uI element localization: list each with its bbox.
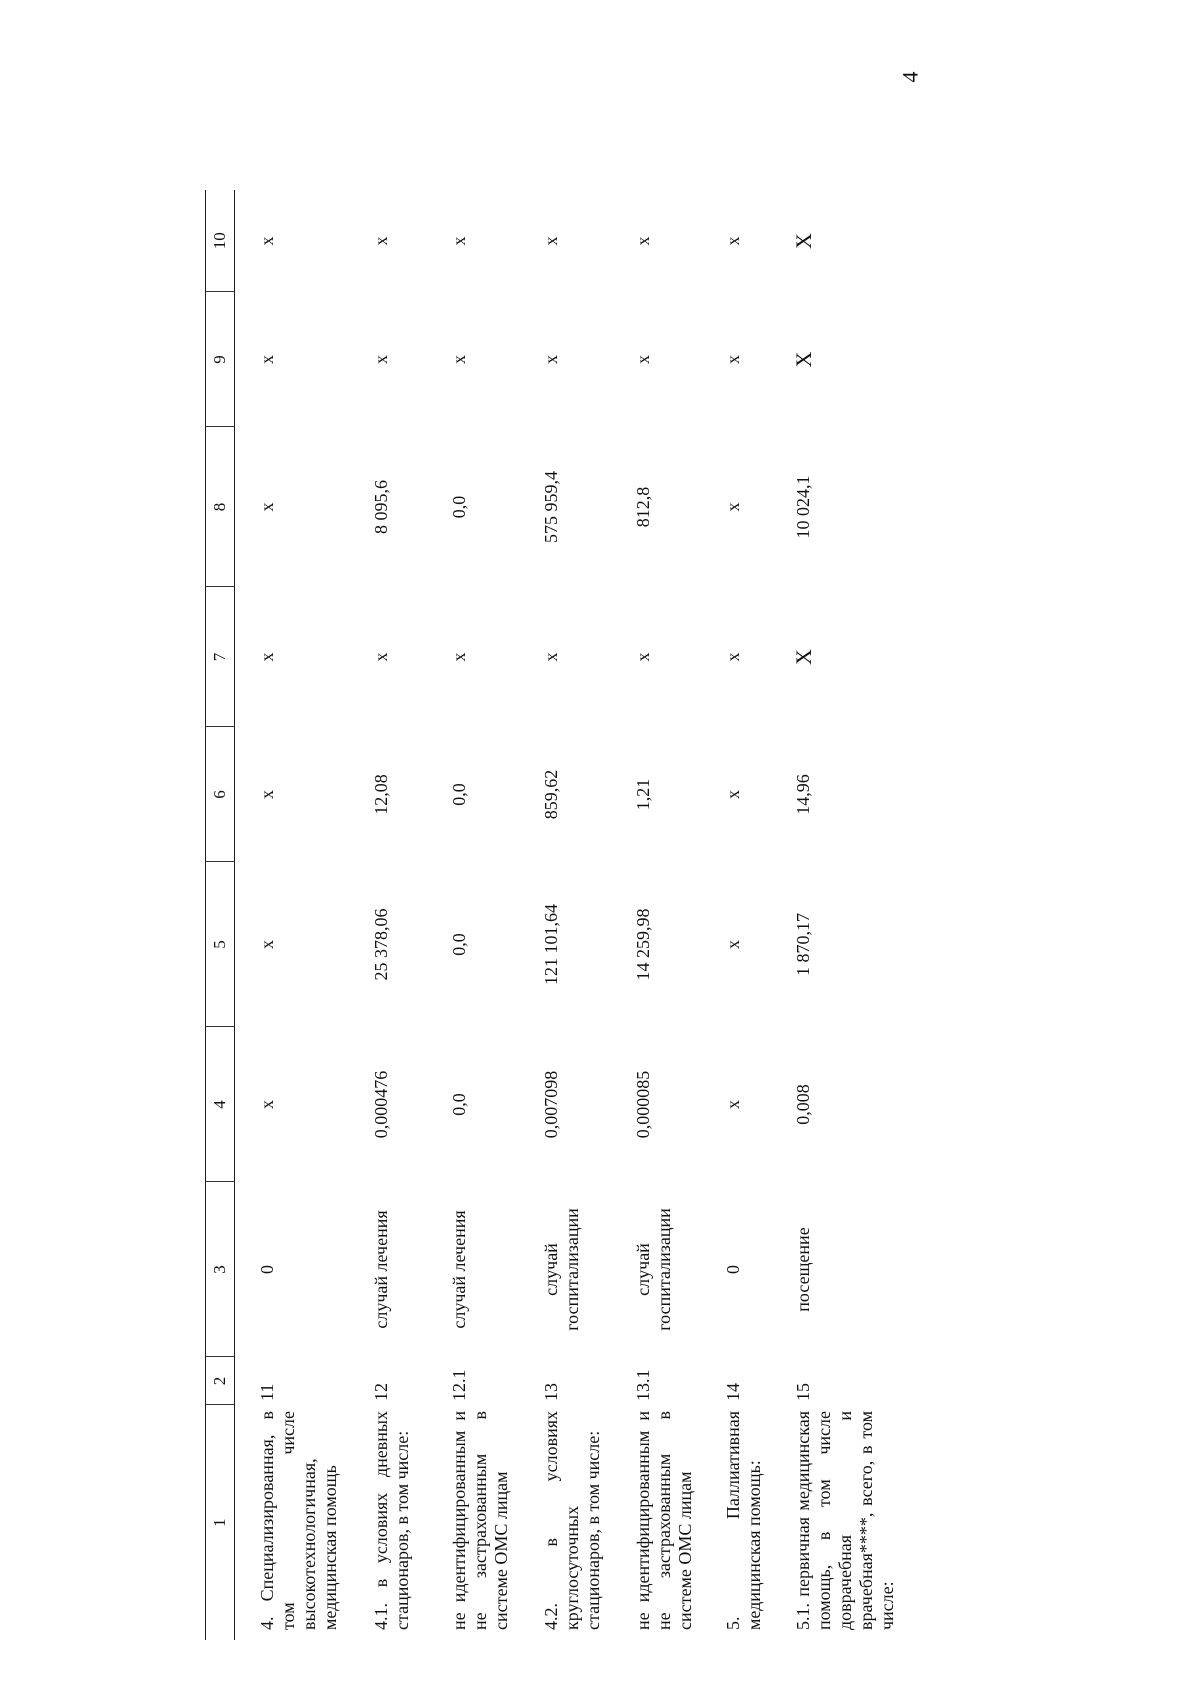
value-cell: x bbox=[723, 236, 743, 246]
table-row bbox=[771, 190, 898, 1640]
value-cell: X bbox=[791, 351, 816, 368]
value-cell: x bbox=[723, 1100, 743, 1109]
row-label: 5.1. первичная медицинская помощь, в том числе доврачебная и врачебная****, всего, в том числе: bbox=[793, 1411, 897, 1630]
column-header: 10 bbox=[206, 190, 235, 292]
value-cell: 14,96 bbox=[793, 774, 813, 815]
unit-cell: 0 bbox=[723, 1265, 743, 1274]
value-cell: 0,0 bbox=[449, 1093, 469, 1116]
column-header: 5 bbox=[206, 862, 235, 1027]
table-row bbox=[611, 190, 701, 1640]
value-cell: 575 959,4 bbox=[541, 471, 561, 543]
value-cell: x bbox=[257, 236, 277, 246]
column-header: 6 bbox=[206, 727, 235, 862]
value-cell: x bbox=[541, 236, 561, 246]
value-cell: X bbox=[791, 233, 816, 249]
row-code: 12 bbox=[371, 1383, 391, 1401]
value-cell: 0,008 bbox=[793, 1084, 813, 1125]
value-cell: 12,08 bbox=[371, 774, 391, 815]
value-cell: X bbox=[791, 649, 816, 665]
unit-cell: случай лечения bbox=[371, 1210, 391, 1329]
value-cell: 0,0 bbox=[449, 933, 469, 956]
value-cell: x bbox=[723, 355, 743, 364]
row-code: 13.1 bbox=[633, 1369, 653, 1401]
cost-table bbox=[205, 190, 898, 1640]
value-cell: 0,0 bbox=[449, 495, 469, 519]
value-cell: x bbox=[371, 355, 391, 364]
column-header: 8 bbox=[206, 427, 235, 587]
value-cell: x bbox=[257, 940, 277, 949]
value-cell: x bbox=[633, 652, 653, 662]
table-row bbox=[235, 190, 350, 1640]
value-cell: 812,8 bbox=[633, 486, 653, 528]
value-cell: x bbox=[541, 355, 561, 364]
value-cell: x bbox=[449, 652, 469, 662]
value-cell: x bbox=[257, 355, 277, 364]
column-header: 4 bbox=[206, 1027, 235, 1182]
value-cell: x bbox=[449, 355, 469, 364]
value-cell: 0,000085 bbox=[633, 1070, 653, 1139]
unit-cell: посещение bbox=[793, 1227, 813, 1312]
row-label: не идентифицированным и не застрахованным в системе ОМС лицам bbox=[449, 1411, 511, 1630]
row-code: 11 bbox=[257, 1383, 277, 1401]
value-cell: x bbox=[723, 502, 743, 512]
column-header: 1 bbox=[206, 1405, 235, 1640]
page-number: 4 bbox=[897, 71, 923, 83]
value-cell: x bbox=[257, 1100, 277, 1109]
table-row bbox=[427, 190, 519, 1640]
unit-cell: случай лечения bbox=[449, 1210, 469, 1329]
row-label: 4.1. в условиях дневных стационаров, в том числе: bbox=[371, 1411, 412, 1630]
value-cell: x bbox=[723, 940, 743, 949]
value-cell: x bbox=[633, 355, 653, 364]
value-cell: x bbox=[723, 652, 743, 662]
value-cell: 0,0 bbox=[449, 783, 469, 806]
value-cell: x bbox=[449, 236, 469, 246]
value-cell: x bbox=[257, 790, 277, 799]
value-cell: 121 101,64 bbox=[541, 904, 561, 985]
value-cell: x bbox=[371, 236, 391, 246]
unit-cell: случай госпитализации bbox=[633, 1208, 674, 1331]
unit-cell: 0 bbox=[257, 1265, 277, 1274]
value-cell: 0,007098 bbox=[541, 1070, 561, 1139]
value-cell: x bbox=[723, 790, 743, 799]
value-cell: x bbox=[633, 236, 653, 246]
rotated-table-container bbox=[205, 190, 905, 1640]
row-label: не идентифицированным и не застрахованным в системе ОМС лицам bbox=[633, 1411, 695, 1630]
row-code: 13 bbox=[541, 1383, 561, 1401]
value-cell: 1 870,17 bbox=[793, 913, 813, 976]
row-code: 12.1 bbox=[449, 1369, 469, 1401]
unit-cell: случай госпитализации bbox=[541, 1208, 582, 1331]
value-cell: 8 095,6 bbox=[371, 480, 391, 534]
column-number-header bbox=[206, 190, 235, 1640]
value-cell: 14 259,98 bbox=[633, 908, 653, 981]
value-cell: x bbox=[257, 652, 277, 662]
column-header: 7 bbox=[206, 587, 235, 727]
value-cell: x bbox=[541, 652, 561, 662]
value-cell: 1,21 bbox=[633, 778, 653, 811]
value-cell: 0,000476 bbox=[371, 1070, 391, 1139]
table-row bbox=[701, 190, 771, 1640]
row-label: 4.2. в условиях круглосуточных стационаров, в том числе: bbox=[541, 1411, 603, 1630]
value-cell: x bbox=[371, 652, 391, 662]
row-label: 5. Паллиативная медицинская помощь: bbox=[723, 1411, 764, 1630]
column-header: 2 bbox=[206, 1357, 235, 1405]
table-row bbox=[349, 190, 427, 1640]
row-code: 14 bbox=[723, 1383, 743, 1401]
value-cell: 10 024,1 bbox=[793, 475, 813, 539]
row-code: 15 bbox=[793, 1383, 813, 1401]
table-row bbox=[519, 190, 611, 1640]
value-cell: 859,62 bbox=[541, 769, 561, 820]
value-cell: x bbox=[257, 502, 277, 512]
column-header: 9 bbox=[206, 292, 235, 427]
column-header: 3 bbox=[206, 1182, 235, 1357]
row-label: 4. Специализированная, в том числе высокотехнологичная, медицинская помощь bbox=[257, 1411, 340, 1630]
value-cell: 25 378,06 bbox=[371, 908, 391, 981]
